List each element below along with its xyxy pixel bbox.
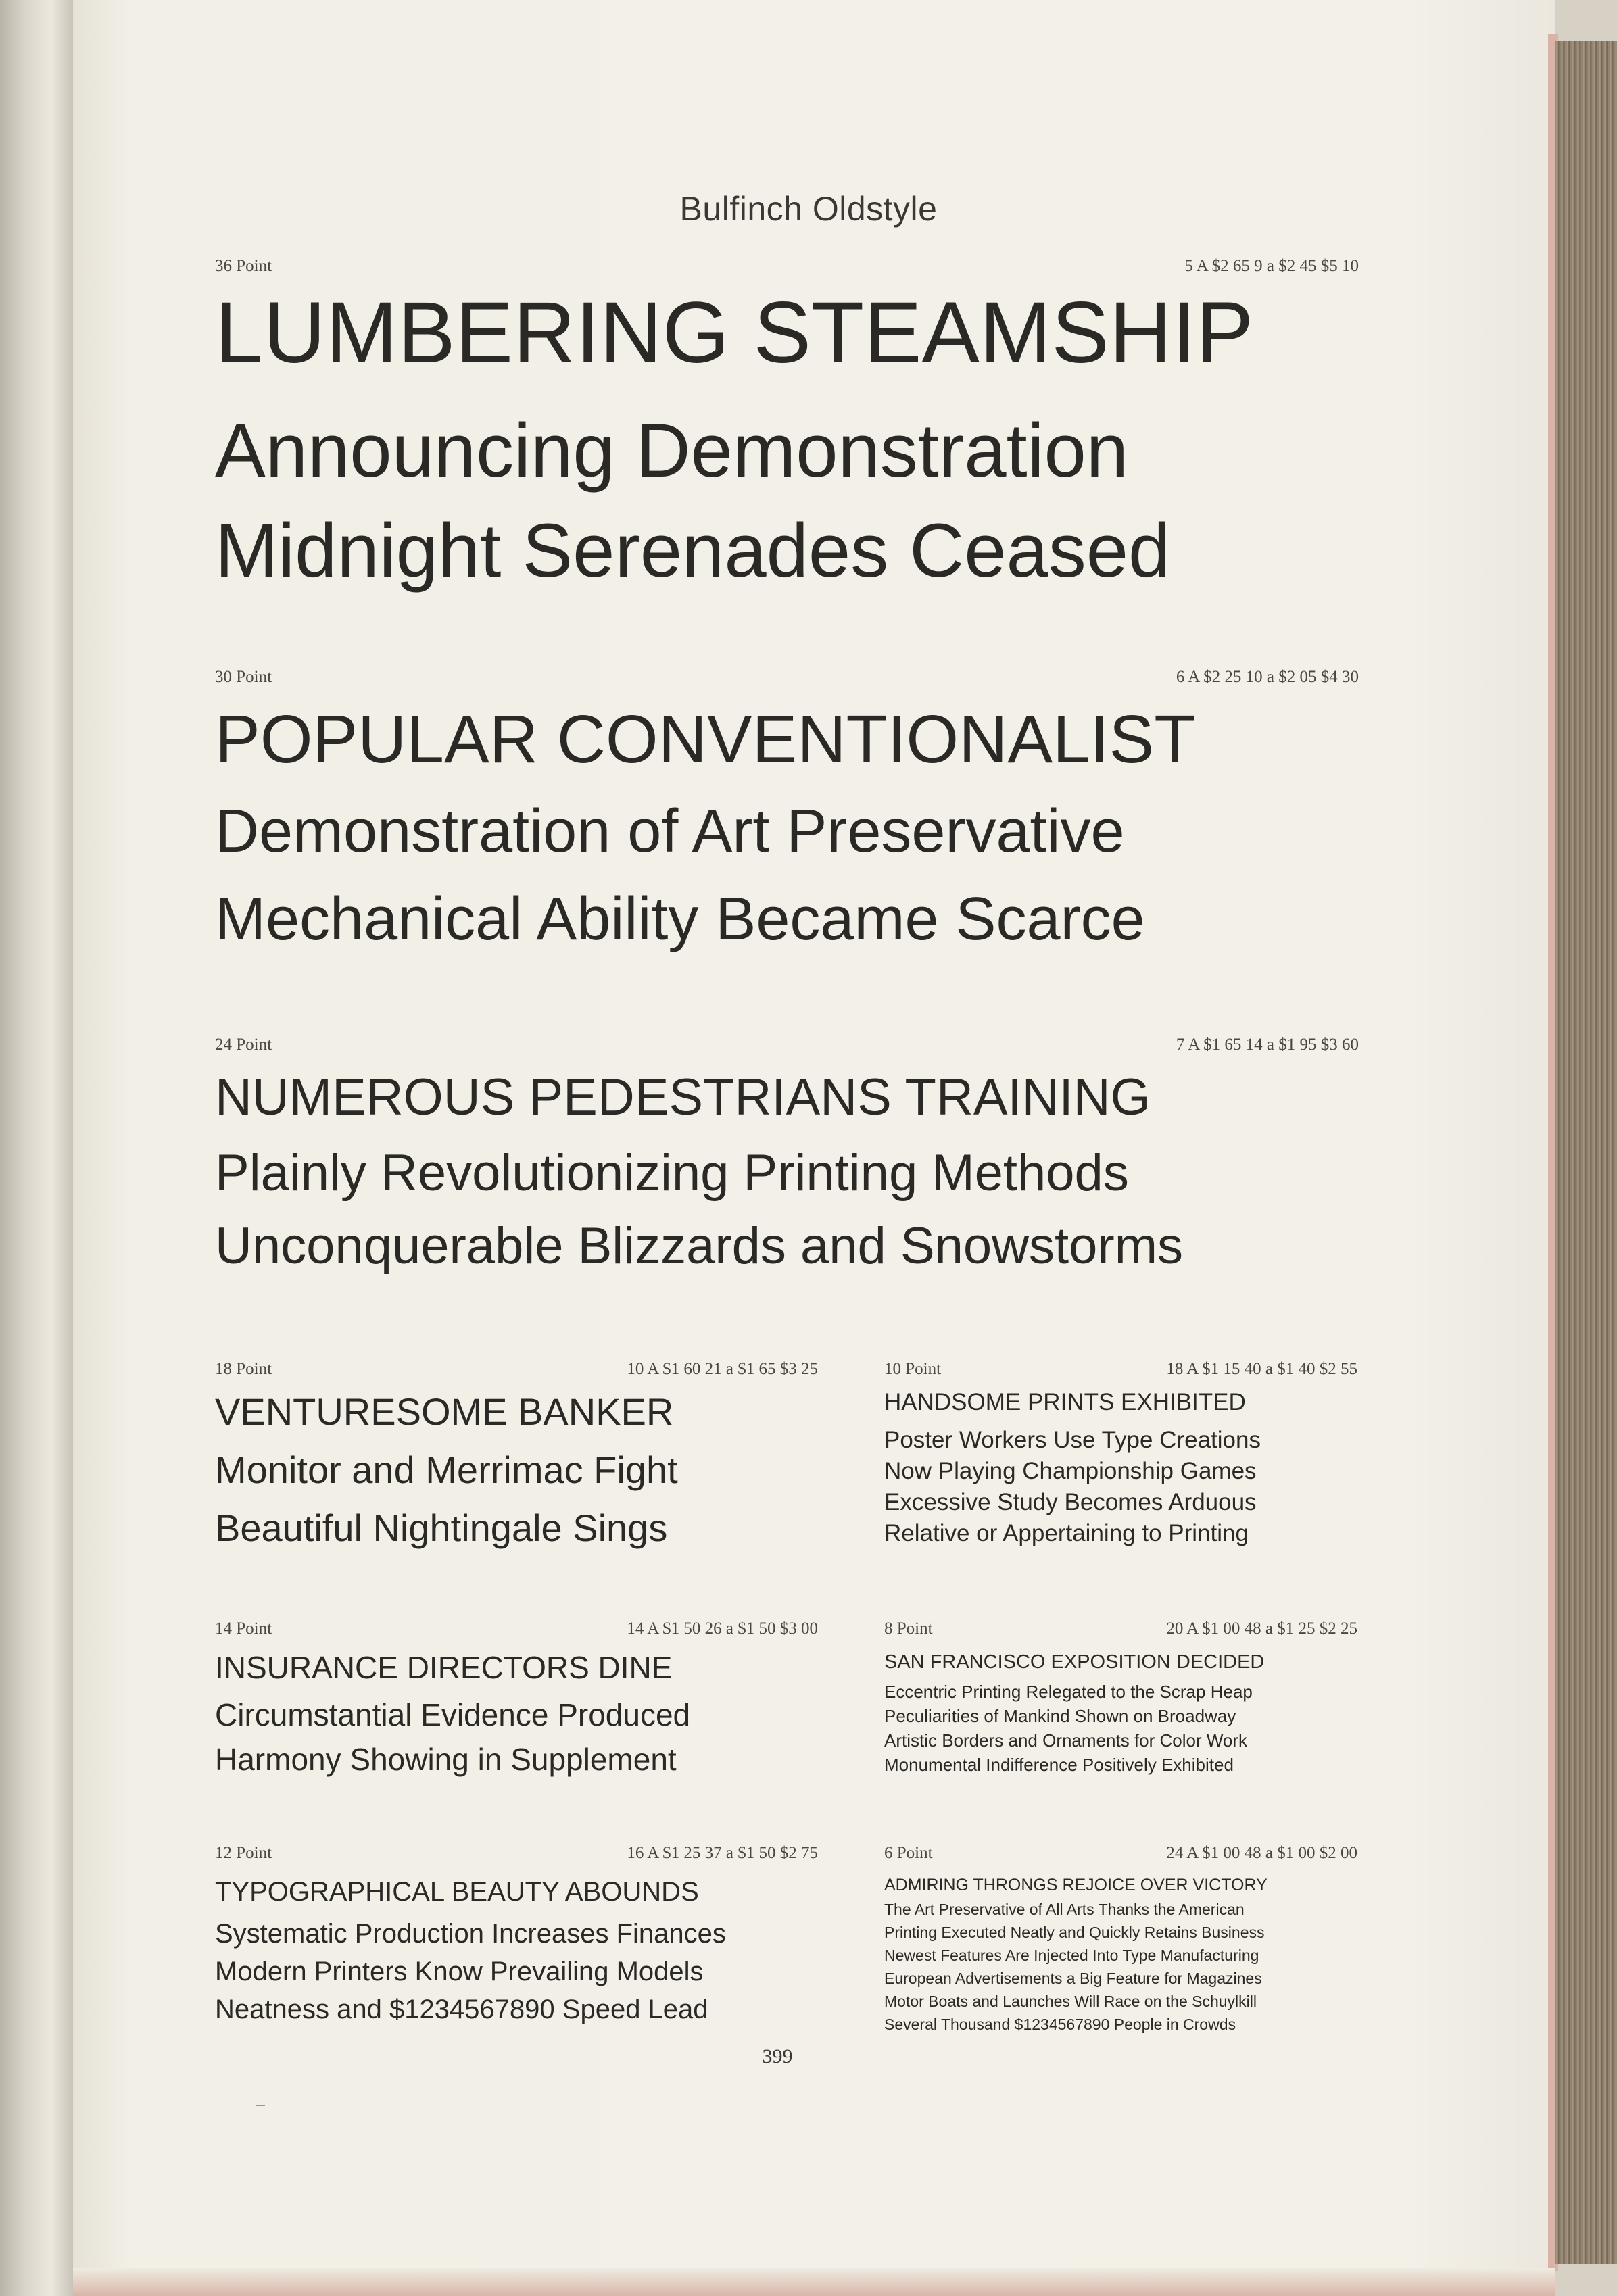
page-number: 399 [762, 2045, 793, 2068]
specimen-10-line-5: Relative or Appertaining to Printing [884, 1520, 1249, 1546]
specimen-14-line-3: Harmony Showing in Supplement [215, 1742, 677, 1777]
size-label-6: 6 Point [884, 1844, 933, 1862]
specimen-12-line-4: Neatness and $1234567890 Speed Lead [215, 1995, 708, 2024]
specimen-14-line-2: Circumstantial Evidence Produced [215, 1697, 691, 1732]
specimen-24-line-3: Unconquerable Blizzards and Snowstorms [215, 1217, 1184, 1275]
size-label-24: 24 Point [215, 1035, 272, 1054]
price-12: 16 A $1 25 37 a $1 50 $2 75 [627, 1844, 818, 1862]
specimen-6-line-6: Motor Boats and Launches Will Race on the Schuylkill [884, 1993, 1257, 2010]
specimen-18-line-2: Monitor and Merrimac Fight [215, 1448, 678, 1491]
size-label-18: 18 Point [215, 1360, 272, 1378]
specimen-36-line-1: LUMBERING STEAMSHIP [215, 285, 1254, 381]
specimen-10-line-4: Excessive Study Becomes Arduous [884, 1489, 1257, 1515]
book-gutter [0, 0, 73, 2296]
size-label-30: 30 Point [215, 668, 272, 686]
specimen-36-line-3: Midnight Serenades Ceased [215, 508, 1171, 593]
price-6: 24 A $1 00 48 a $1 00 $2 00 [1166, 1844, 1357, 1862]
specimen-8-line-2: Eccentric Printing Relegated to the Scrap Heap [884, 1682, 1253, 1702]
specimen-10-line-2: Poster Workers Use Type Creations [884, 1427, 1261, 1453]
price-10: 18 A $1 15 40 a $1 40 $2 55 [1166, 1360, 1357, 1378]
specimen-12-line-3: Modern Printers Know Prevailing Models [215, 1957, 704, 1986]
specimen-10-line-3: Now Playing Championship Games [884, 1458, 1257, 1484]
price-30: 6 A $2 25 10 a $2 05 $4 30 [1176, 668, 1359, 686]
price-18: 10 A $1 60 21 a $1 65 $3 25 [627, 1360, 818, 1378]
specimen-8-line-1: SAN FRANCISCO EXPOSITION DECIDED [884, 1651, 1265, 1673]
price-14: 14 A $1 50 26 a $1 50 $3 00 [627, 1619, 818, 1638]
specimen-8-line-4: Artistic Borders and Ornaments for Color Work [884, 1730, 1248, 1751]
specimen-36-line-2: Announcing Demonstration [215, 408, 1129, 493]
specimen-12-line-1: TYPOGRAPHICAL BEAUTY ABOUNDS [215, 1877, 699, 1907]
specimen-6-line-2: The Art Preservative of All Arts Thanks the American [884, 1901, 1245, 1918]
specimen-30-line-1: POPULAR CONVENTIONALIST [215, 702, 1196, 777]
specimen-6-line-3: Printing Executed Neatly and Quickly Retains Business [884, 1924, 1265, 1941]
size-label-36: 36 Point [215, 257, 272, 275]
specimen-24-line-2: Plainly Revolutionizing Printing Methods [215, 1144, 1129, 1202]
page-title: Bulfinch Oldstyle [679, 190, 938, 228]
specimen-8-line-3: Peculiarities of Mankind Shown on Broadway [884, 1706, 1236, 1726]
specimen-6-line-5: European Advertisements a Big Feature for Magazines [884, 1970, 1262, 1987]
specimen-12-line-2: Systematic Production Increases Finances [215, 1919, 726, 1949]
specimen-30-line-2: Demonstration of Art Preservative [215, 798, 1125, 865]
specimen-14-line-1: INSURANCE DIRECTORS DINE [215, 1650, 673, 1685]
price-8: 20 A $1 00 48 a $1 25 $2 25 [1166, 1619, 1357, 1638]
specimen-24-line-1: NUMEROUS PEDESTRIANS TRAINING [215, 1069, 1151, 1126]
specimen-18-line-3: Beautiful Nightingale Sings [215, 1507, 668, 1549]
size-label-12: 12 Point [215, 1844, 272, 1862]
page-bottom-edge [73, 2268, 1555, 2296]
page-stack-edge [1555, 41, 1617, 2264]
size-label-8: 8 Point [884, 1619, 933, 1638]
size-label-10: 10 Point [884, 1360, 942, 1378]
specimen-10-line-1: HANDSOME PRINTS EXHIBITED [884, 1389, 1246, 1415]
specimen-18-line-1: VENTURESOME BANKER [215, 1390, 674, 1433]
size-label-14: 14 Point [215, 1619, 272, 1638]
specimen-6-line-7: Several Thousand $1234567890 People in Crowds [884, 2016, 1236, 2033]
price-24: 7 A $1 65 14 a $1 95 $3 60 [1176, 1035, 1359, 1054]
specimen-8-line-5: Monumental Indifference Positively Exhibited [884, 1755, 1234, 1775]
specimen-6-line-4: Newest Features Are Injected Into Type Manufacturing [884, 1947, 1259, 1964]
page-mark [256, 2105, 265, 2106]
specimen-30-line-3: Mechanical Ability Became Scarce [215, 885, 1145, 953]
price-36: 5 A $2 65 9 a $2 45 $5 10 [1184, 257, 1359, 275]
specimen-6-line-1: ADMIRING THRONGS REJOICE OVER VICTORY [884, 1876, 1268, 1895]
